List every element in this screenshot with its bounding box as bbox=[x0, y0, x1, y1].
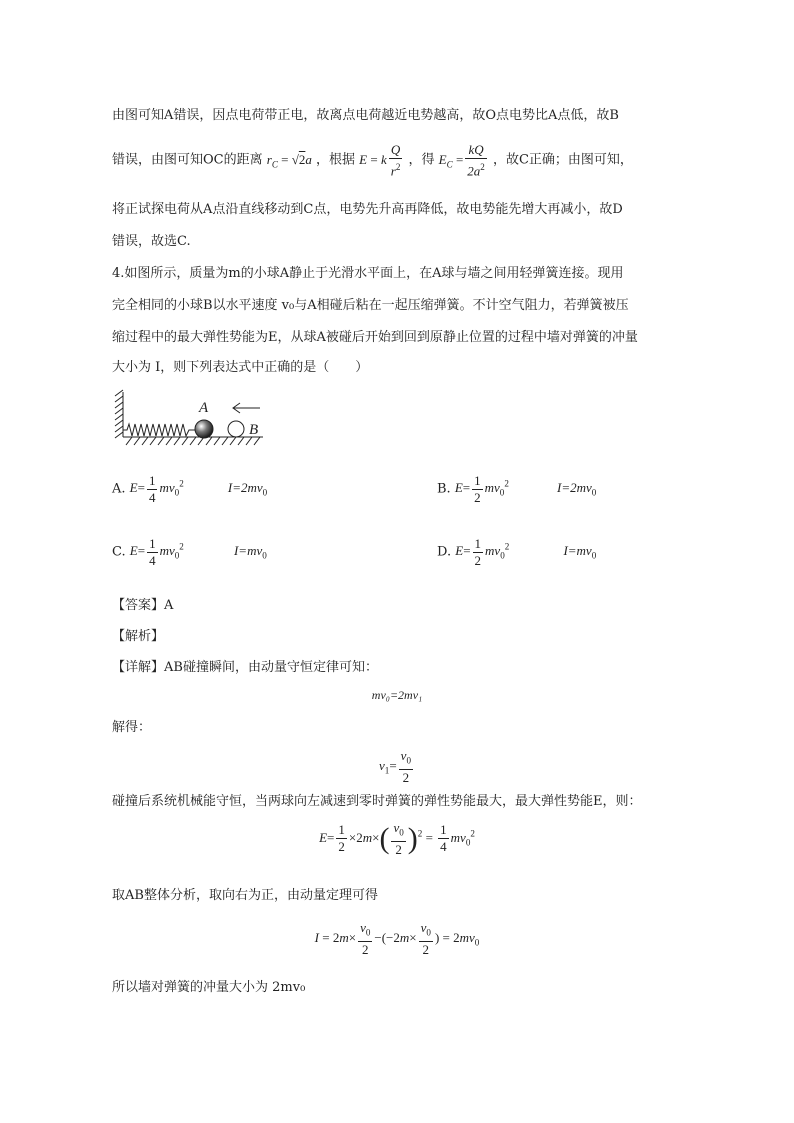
label-b: B bbox=[249, 422, 259, 438]
option-impulse: I=mv bbox=[233, 543, 263, 559]
momentum-equation: mv₀=2mv₁ bbox=[371, 688, 423, 702]
energy-equation: E= $\frac{1}{2}$ ×2m×( $\frac{v_0}{2}$ )$^2$ = $\frac{1}{4}$ $mv_0^2$ bbox=[319, 820, 475, 857]
solve-label: 解得： bbox=[112, 720, 152, 735]
prev-solution-line-1: 由图可知A错误，因点电荷带正电，故离点电荷越近电势越高，故O点电势比A点低，故B bbox=[112, 108, 619, 123]
option-fraction-num: 1 bbox=[148, 473, 156, 488]
option-fraction-den: 2 bbox=[474, 553, 482, 568]
option-letter: C. bbox=[112, 544, 126, 560]
prev-solution-text-a: 错误，由图可知OC的距离 bbox=[112, 152, 263, 168]
analysis-title: 【解析】 bbox=[112, 629, 165, 644]
option-impulse: I=2mv bbox=[227, 480, 263, 496]
prev-solution-line-2 bbox=[112, 142, 633, 179]
prev-solution-line-3: 将正试探电荷从A点沿直线移动到C点，电势先升高再降低，故电势能先增大再减小，故D bbox=[112, 202, 623, 217]
question-line-2: 完全相同的小球B以水平速度 v₀与A相碰后粘在一起压缩弹簧。不计空气阻力，若弹簧被压 bbox=[112, 298, 629, 313]
impulse-text: 取AB整体分析，取向右为正，由动量定理可得 bbox=[112, 888, 378, 903]
option-impulse: I=mv bbox=[563, 543, 592, 559]
option-b[interactable]: B. E= $\frac{1}{2}$ $mv_0^2$ $I=2mv_0$ bbox=[437, 473, 597, 505]
formula-rc: $r_C = √2a$ bbox=[266, 151, 312, 170]
question-line-4: 大小为 I，则下列表达式中正确的是（ ） bbox=[112, 360, 369, 375]
option-d[interactable]: D. E= $\frac{1}{2}$ $mv_0^2$ $I=mv_0$ bbox=[437, 536, 597, 568]
label-a: A bbox=[199, 400, 209, 416]
prev-solution-text-b: ，根据 bbox=[316, 152, 356, 168]
conclusion-text: 所以墙对弹簧的冲量大小为 2mv₀ bbox=[112, 980, 306, 995]
prev-solution-text-d: ，故C正确；由图可知， bbox=[492, 152, 633, 168]
floor-hatch bbox=[126, 437, 260, 445]
ball-a bbox=[195, 420, 213, 438]
option-letter: B. bbox=[437, 481, 451, 497]
option-fraction-num: 1 bbox=[474, 473, 481, 488]
ball-b bbox=[228, 421, 244, 437]
option-fraction-den: 4 bbox=[149, 553, 156, 568]
formula-ec: $E_C$ = $\frac{kQ}{2a^2}$ bbox=[438, 142, 485, 179]
option-fraction-den: 4 bbox=[148, 490, 156, 505]
answer-line: 【答案】A bbox=[112, 598, 174, 613]
question-line-3: 缩过程中的最大弹性势能为E，从球A被碰后开始到回到原静止位置的过程中墙对弹簧的冲量 bbox=[112, 330, 638, 345]
spring-ball-figure bbox=[110, 386, 280, 452]
option-a[interactable]: A. E= $\frac{1}{4}$ $mv_0^2$ $I=2mv_0$ bbox=[112, 473, 268, 505]
option-letter: D. bbox=[437, 544, 452, 560]
formula-coulomb: E = k $\frac{Q}{r^2}$ bbox=[359, 142, 401, 179]
option-impulse: I=2mv bbox=[557, 480, 592, 496]
prev-solution-text-c: ，得 bbox=[408, 152, 435, 168]
v1-equation: $v_1=$ $\frac{v_0}{2}$ bbox=[379, 748, 411, 785]
detail-intro: 【详解】AB碰撞瞬间，由动量守恒定律可知： bbox=[112, 660, 378, 675]
option-fraction-num: 1 bbox=[149, 536, 156, 551]
wall-hatch bbox=[115, 390, 123, 438]
option-fraction-num: 1 bbox=[474, 536, 482, 551]
impulse-equation: I = 2m× $\frac{v_0}{2}$ −(−2m× $\frac{v_0}{2}$ ) = $2mv_0$ bbox=[314, 920, 480, 957]
question-line-1: 4.如图所示，质量为m的小球A静止于光滑水平面上，在A球与墙之间用轻弹簧连接。现用 bbox=[112, 266, 624, 281]
spring bbox=[123, 424, 195, 436]
energy-text: 碰撞后系统机械能守恒，当两球向左减速到零时弹簧的弹性势能最大，最大弹性势能E，则： bbox=[112, 794, 642, 809]
option-fraction-den: 2 bbox=[474, 490, 481, 505]
prev-solution-line-4: 错误，故选C. bbox=[112, 234, 191, 249]
option-c[interactable]: C. E= $\frac{1}{4}$ $mv_0^2$ $I=mv_0$ bbox=[112, 536, 267, 568]
option-letter: A. bbox=[112, 481, 126, 497]
